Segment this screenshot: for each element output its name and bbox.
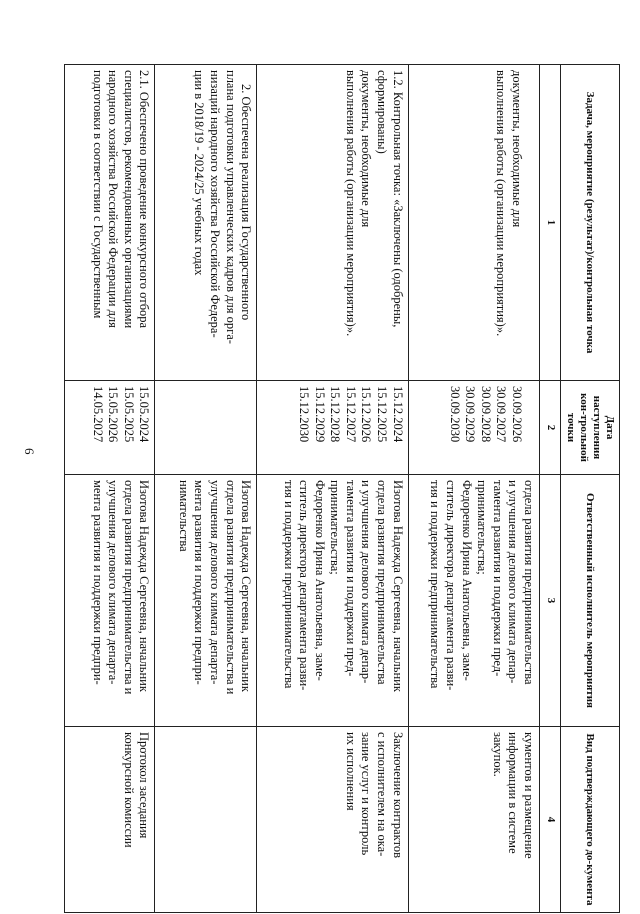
responsible-cell: Изотова Надежда Сергеевна, начальник отдела развития предпринимательства и улучшения делового климата департа- мента развития и поддержки предпри-	[65, 475, 155, 727]
date-cell: 30.09.2026 30.09.2027 30.09.2028 30.09.2029 30.09.2030	[408, 381, 539, 475]
header-responsible: Ответственный исполнитель мероприятия	[561, 475, 620, 727]
responsible-cell: отдела развития предпринимательства и улучшения делового климата депар- тамента развития и поддержки пред- принимательства; Федоренко Ирина Анатольевна, заме- ститель директора департамента разви- тия и поддержки предпринимательства	[408, 475, 539, 727]
date-cell: 15.05.2024 15.05.2025 15.05.2026 14.05.2027	[65, 381, 155, 475]
date-cell: 15.12.2024 15.12.2025 15.12.2026 15.12.2027 15.12.2028 15.12.2029 15.12.2030	[257, 381, 408, 475]
rotated-table-sheet	[64, 64, 620, 912]
table-row	[65, 65, 155, 913]
responsible-cell: Изотова Надежда Сергеевна, начальник отдела развития предпринимательства и улучшения делового климата депар- тамента развития и поддержки пред- принимательства; Федоренко Ирина Анатольевна, заме- ститель директора департамента разви- тия и поддержки предпринимательства	[257, 475, 408, 727]
column-number: 1	[540, 65, 561, 381]
document-type-cell: Протокол заседания конкурсной комиссии	[65, 727, 155, 913]
column-number: 4	[540, 727, 561, 913]
header-date: Дата наступления кон-трольной точки	[561, 381, 620, 475]
document-type-cell	[155, 727, 257, 913]
task-cell: документы, необходимые для выполнения работы (организации мероприятия)».	[408, 65, 539, 381]
task-cell: 1.2. Контрольная точка: «Заключены (одобрены, сформированы) документы, необходимые для выполнения работы (организации мероприятия)».	[257, 65, 408, 381]
column-number: 2	[540, 381, 561, 475]
document-type-cell: кументов и размещение информации в системе закупок.	[408, 727, 539, 913]
column-number: 3	[540, 475, 561, 727]
header-document-type: Вид подтверждающего до-кумента	[561, 727, 620, 913]
header-task: Задача, мероприятие (результат)/контрольная точка	[561, 65, 620, 381]
table-row	[408, 65, 539, 913]
task-cell: 2.1. Обеспечено проведение конкурсного отбора специалистов, рекомендованных организациями народного хозяйства Российской Федерации для подготовки в соответствии с Государственным	[65, 65, 155, 381]
page-number: 6	[22, 448, 37, 455]
document-type-cell: Заключение контрактов с исполнителем на ока- зание услуг и контроль их исполнения	[257, 727, 408, 913]
activities-table	[64, 64, 620, 913]
table-row	[155, 65, 257, 913]
task-cell: 2. Обеспечена реализация Государственного плана подготовки управленческих кадров для орга- низаций народного хозяйства Российской Федера- ции в 2018/19 - 2024/25 учебных годах	[155, 65, 257, 381]
table-row	[257, 65, 408, 913]
responsible-cell: Изотова Надежда Сергеевна, начальник отдела развития предпринимательства и улучшения делового климата департа- мента развития и поддержки предпри- нимательства	[155, 475, 257, 727]
date-cell	[155, 381, 257, 475]
